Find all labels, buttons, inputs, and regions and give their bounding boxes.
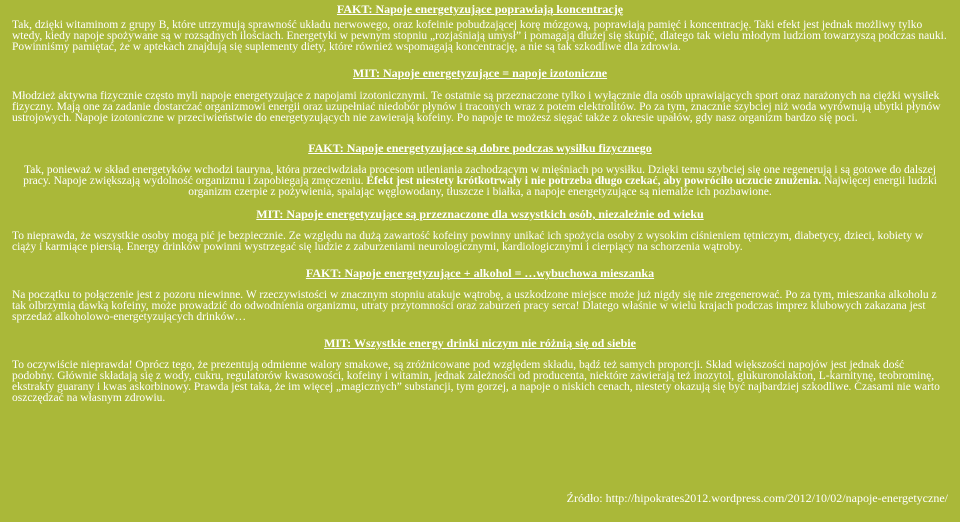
section-heading-1: FAKT: Napoje energetyzujące poprawiają koncentrację <box>336 2 624 16</box>
section-paragraph-1: Tak, dzięki witaminom z grupy B, które utrzymują sprawność układu nerwowego, oraz kofeinie pobudzającej korę mózgową, poprawiają pamięć i koncentrację. Taki efekt jest jednak możliwy tylko wtedy, kiedy napoje spożywane są w rozsądnych ilościach. Energetyki w pewnym stopniu „rozjaśniają umysł” i pomagają dłużej się skupić, dlatego tak wielu młodym ludziom towarzyszą podczas nauki. Powinniśmy pamiętać, że w aptekach znajdują się suplementy diety, które również wspomagają koncentrację, a nie są tak szkodliwe dla zdrowia. <box>12 19 947 53</box>
section-heading-6: MIT: Wszystkie energy drinki niczym nie różnią się od siebie <box>324 336 636 350</box>
section-paragraph-6: To oczywiście nieprawda! Oprócz tego, że prezentują odmienne walory smakowe, są zróżnicowane pod względem składu, bądź też samych proporcji. Skład większości napojów jest jednak dość podobny. Głównie składają się z wody, cukru, regulatorów kwasowości, kofeiny i witamin, jednak zależności od producenta, niektóre zawierają też inozytol, glukuronolakton, L-karnitynę, teobrominę, ekstrakty guarany i kwas askorbinowy. Prawda jest taka, że im więcej „magicznych” substancji, tym gorzej, a napoje o niskich cenach, niestety okazują się być najbardziej szkodliwe. Czasami nie warto oszczędzać na własnym zdrowiu. <box>12 359 940 404</box>
section-paragraph-3: Tak, ponieważ w skład energetyków wchodzi tauryna, która przeciwdziała procesom utleniania zachodzącym w mięśniach po wysiłku. Dzięki temu szybciej się one regenerują i są gotowe do dalszej pracy. Napoje zwiększają wydolność organizmu i zapobiegają zmęczeniu. Efekt jest niestety krótkotrwały i nie potrzeba długo czekać, aby powróciło uczucie znużenia. Najwięcej energii ludzki organizm czerpie z pożywienia, spalając węglowodany, tłuszcze i białka, a napoje energetyzujące są niemalże ich pozbawione. <box>23 164 937 198</box>
section-paragraph-5: Na początku to połączenie jest z pozoru niewinne. W rzeczywistości w znacznym stopniu atakuje wątrobę, a uszkodzone miejsce może już nigdy się nie zregenerować. Po za tym, mieszanka alkoholu z tak olbrzymią dawką kofeiny, może prowadzić do odwodnienia organizmu, utraty przytomności oraz zaburzeń pracy serca! Dlatego właśnie w wielu krajach podczas imprez klubowych zakazana jest sprzedaż alkoholowo-energetyzujących drinków… <box>12 289 937 323</box>
source-link[interactable]: Źródło: http://hipokrates2012.wordpress.com/2012/10/02/napoje-energetyczne/ <box>566 491 948 505</box>
section-heading-5: FAKT: Napoje energetyzujące + alkohol = …wybuchowa mieszanka <box>305 266 655 280</box>
section-heading-3: FAKT: Napoje energetyzujące są dobre podczas wysiłku fizycznego <box>308 141 652 155</box>
article-page <box>0 2 960 522</box>
bold-emphasis: Efekt jest niestety krótkotrwały i nie potrzeba długo czekać, aby powróciło uczucie znużenia. <box>366 175 822 187</box>
section-heading-2: MIT: Napoje energetyzujące = napoje izotoniczne <box>352 66 608 80</box>
section-paragraph-2: Młodzież aktywna fizycznie często myli napoje energetyzujące z napojami izotonicznymi. Te ostatnie są przeznaczone tylko i wyłącznie dla osób uprawiających sport oraz narażonych na ciężki wysiłek fizyczny. Mają one za zadanie dostarczać organizmowi energii oraz uzupełniać niedobór płynów i traconych wraz z potem elektrolitów. Po za tym, znacznie szybciej niż woda wyrównują ubytki płynów ustrojowych. Napoje izotoniczne w przeciwieństwie do energetyzujących nie zawierają kofeiny. Po napoje te możesz sięgać także z okresie upałów, gdy nasz organizm bardzo się poci. <box>12 90 941 124</box>
section-heading-4: MIT: Napoje energetyzujące są przeznaczone dla wszystkich osób, niezależnie od wieku <box>256 207 704 221</box>
section-paragraph-4: To nieprawda, że wszystkie osoby mogą pić je bezpiecznie. Ze względu na dużą zawartość kofeiny powinny unikać ich spożycia osoby z wysokim ciśnieniem tętniczym, diabetycy, dzieci, kobiety w ciąży i karmiące piersią. Energy drinków powinni wystrzegać się ludzie z zaburzeniami neurologicznymi, kardiologicznymi i cierpiący na schorzenia wątroby. <box>12 230 924 253</box>
